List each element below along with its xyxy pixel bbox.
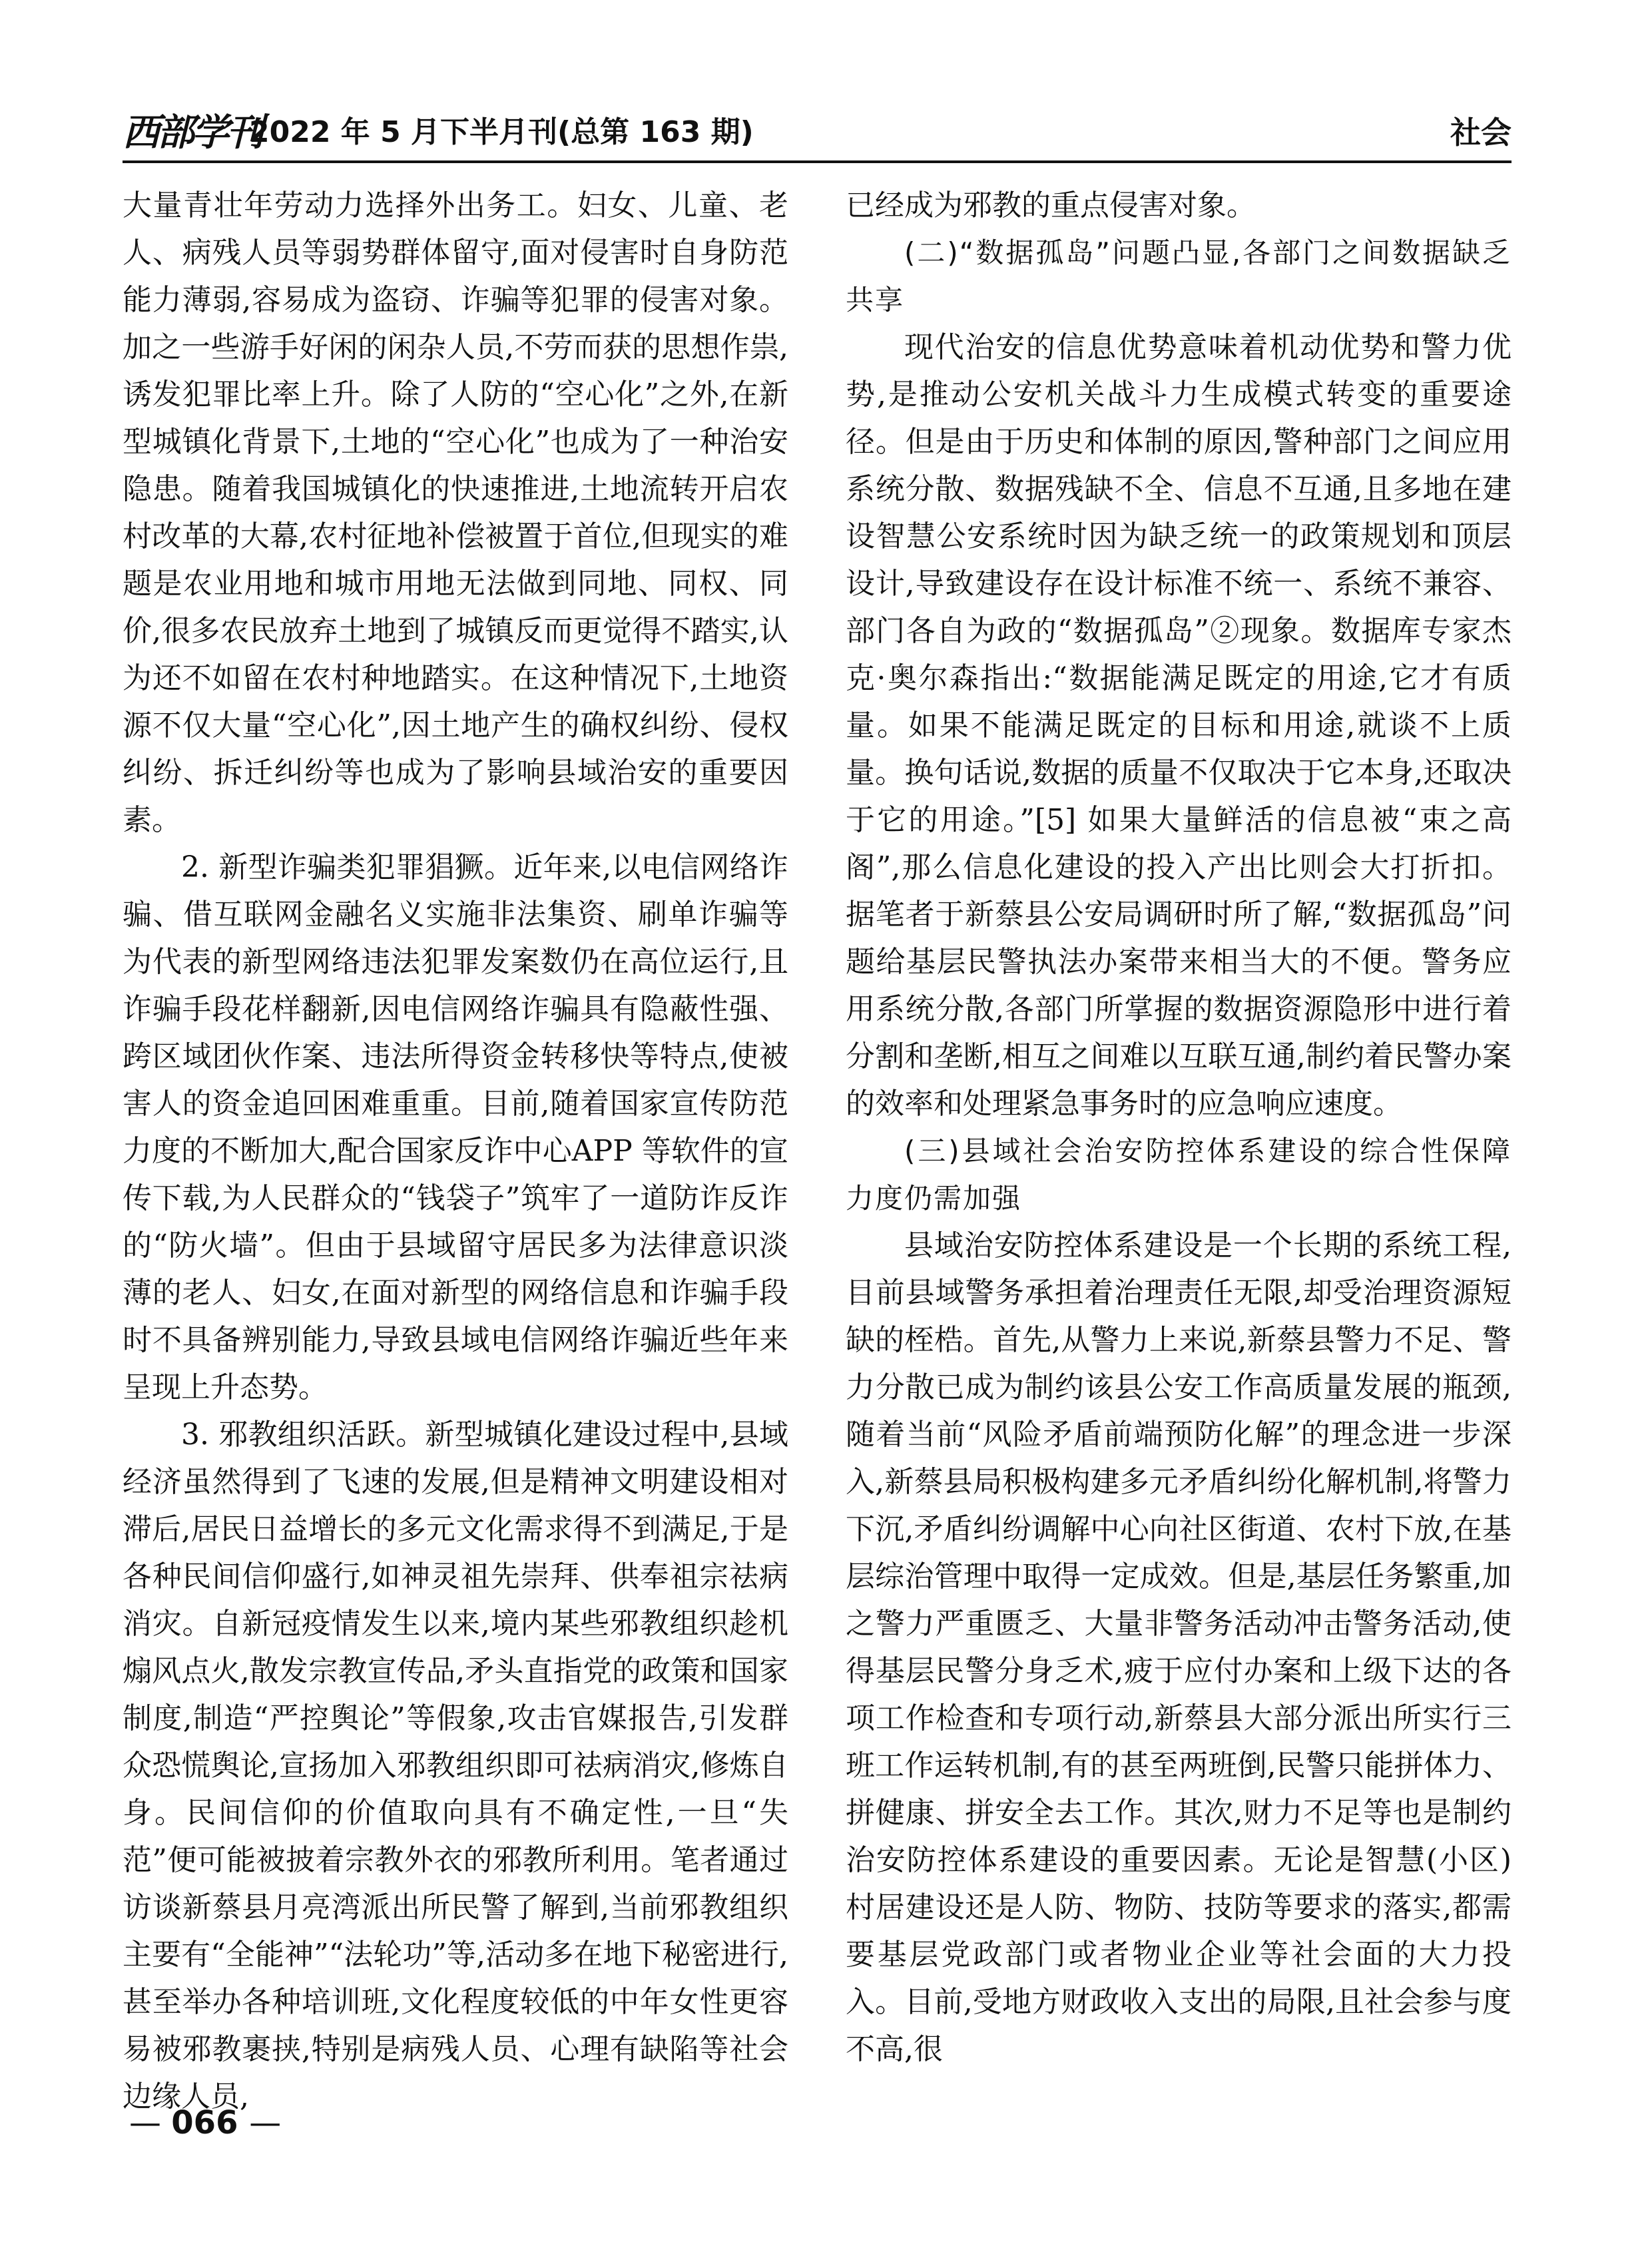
page-number: 066 [171,2104,238,2141]
paragraph: 已经成为邪教的重点侵害对象。 [846,188,1256,222]
paragraph: 大量青壮年劳动力选择外出务工。妇女、儿童、老人、病残人员等弱势群体留守,面对侵害时自身防范能力薄弱,容易成为盗窃、诈骗等犯罪的侵害对象。加之一些游手好闲的闲杂人员,不劳而获的思想作祟,诱发犯罪比率上升。除了人防的“空心化”之外,在新型城镇化背景下,土地的“空心化”也成为了一种治安隐患。随着我国城镇化的快速推进,土地流转开启农村改革的大幕,农村征地补偿被置于首位,但现实的难题是农业用地和城市用地无法做到同地、同权、同价,很多农民放弃土地到了城镇反而更觉得不踏实,认为还不如留在农村种地踏实。在这种情况下,土地资源不仅大量“空心化”,因土地产生的确权纠纷、侵权纠纷、拆迁纠纷等也成为了影响县域治安的重要因素。 [123,188,788,837]
section-heading: (三)县域社会治安防控体系建设的综合性保障力度仍需加强 [846,1135,1512,1215]
section-heading: (二)“数据孤岛”问题凸显,各部门之间数据缺乏共享 [846,236,1512,316]
header-rule [123,160,1512,163]
left-column [123,182,788,2120]
journal-logo: 西部学刊 [123,111,261,154]
paragraph: 2. 新型诈骗类犯罪猖獗。近年来,以电信网络诈骗、借互联网金融名义实施非法集资、刷单诈骗等为代表的新型网络违法犯罪发案数仍在高位运行,且诈骗手段花样翻新,因电信网络诈骗具有隐蔽性强、跨区域团伙作案、违法所得资金转移快等特点,使被害人的资金追回困难重重。目前,随着国家宣传防范力度的不断加大,配合国家反诈中心APP 等软件的宣传下载,为人民群众的“钱袋子”筑牢了一道防诈反诈的“防火墙”。但由于县域留守居民多为法律意识淡薄的老人、妇女,在面对新型的网络信息和诈骗手段时不具备辨别能力,导致县域电信网络诈骗近些年来呈现上升态势。 [123,850,788,1404]
issue-info: 2022 年 5 月下半月刊(总第 163 期) [249,115,754,149]
page-footer [129,2103,281,2143]
section-label: 社会 [1450,115,1512,150]
footer-dash-left: — [129,2104,172,2141]
footer-dash-right: — [249,2104,282,2141]
paragraph: 3. 邪教组织活跃。新型城镇化建设过程中,县域经济虽然得到了飞速的发展,但是精神文明建设相对滞后,居民日益增长的多元文化需求得不到满足,于是各种民间信仰盛行,如神灵祖先崇拜、供奉祖宗祛病消灾。自新冠疫情发生以来,境内某些邪教组织趁机煽风点火,散发宗教宣传品,矛头直指党的政策和国家制度,制造“严控舆论”等假象,攻击官媒报告,引发群众恐慌舆论,宣扬加入邪教组织即可祛病消灾,修炼自身。民间信仰的价值取向具有不确定性,一旦“失范”便可能被披着宗教外衣的邪教所利用。笔者通过访谈新蔡县月亮湾派出所民警了解到,当前邪教组织主要有“全能神”“法轮功”等,活动多在地下秘密进行,甚至举办各种培训班,文化程度较低的中年女性更容易被邪教裹挟,特别是病残人员、心理有缺陷等社会边缘人员, [123,1418,788,2113]
paragraph: 县域治安防控体系建设是一个长期的系统工程,目前县域警务承担着治理责任无限,却受治理资源短缺的桎梏。首先,从警力上来说,新蔡县警力不足、警力分散已成为制约该县公安工作高质量发展的瓶颈,随着当前“风险矛盾前端预防化解”的理念进一步深入,新蔡县局积极构建多元矛盾纠纷化解机制,将警力下沉,矛盾纠纷调解中心向社区街道、农村下放,在基层综治管理中取得一定成效。但是,基层任务繁重,加之警力严重匮乏、大量非警务活动冲击警务活动,使得基层民警分身乏术,疲于应付办案和上级下达的各项工作检查和专项行动,新蔡县大部分派出所实行三班工作运转机制,有的甚至两班倒,民警只能拼体力、拼健康、拼安全去工作。其次,财力不足等也是制约治安防控体系建设的重要因素。无论是智慧(小区)村居建设还是人防、物防、技防等要求的落实,都需要基层党政部门或者物业企业等社会面的大力投入。目前,受地方财政收入支出的局限,且社会参与度不高,很 [846,1229,1512,2066]
page-header [123,112,1512,153]
right-column [846,182,1512,2073]
paragraph: 现代治安的信息优势意味着机动优势和警力优势,是推动公安机关战斗力生成模式转变的重要途径。但是由于历史和体制的原因,警种部门之间应用系统分散、数据残缺不全、信息不互通,且多地在建设智慧公安系统时因为缺乏统一的政策规划和顶层设计,导致建设存在设计标准不统一、系统不兼容、部门各自为政的“数据孤岛”②现象。数据库专家杰克·奥尔森指出:“数据能满足既定的用途,它才有质量。如果不能满足既定的目标和用途,就谈不上质量。换句话说,数据的质量不仅取决于它本身,还取决于它的用途。”[5] 如果大量鲜活的信息被“束之高阁”,那么信息化建设的投入产出比则会大打折扣。据笔者于新蔡县公安局调研时所了解,“数据孤岛”问题给基层民警执法办案带来相当大的不便。警务应用系统分散,各部门所掌握的数据资源隐形中进行着分割和垄断,相互之间难以互联互通,制约着民警办案的效率和处理紧急事务时的应急响应速度。 [846,330,1512,1121]
